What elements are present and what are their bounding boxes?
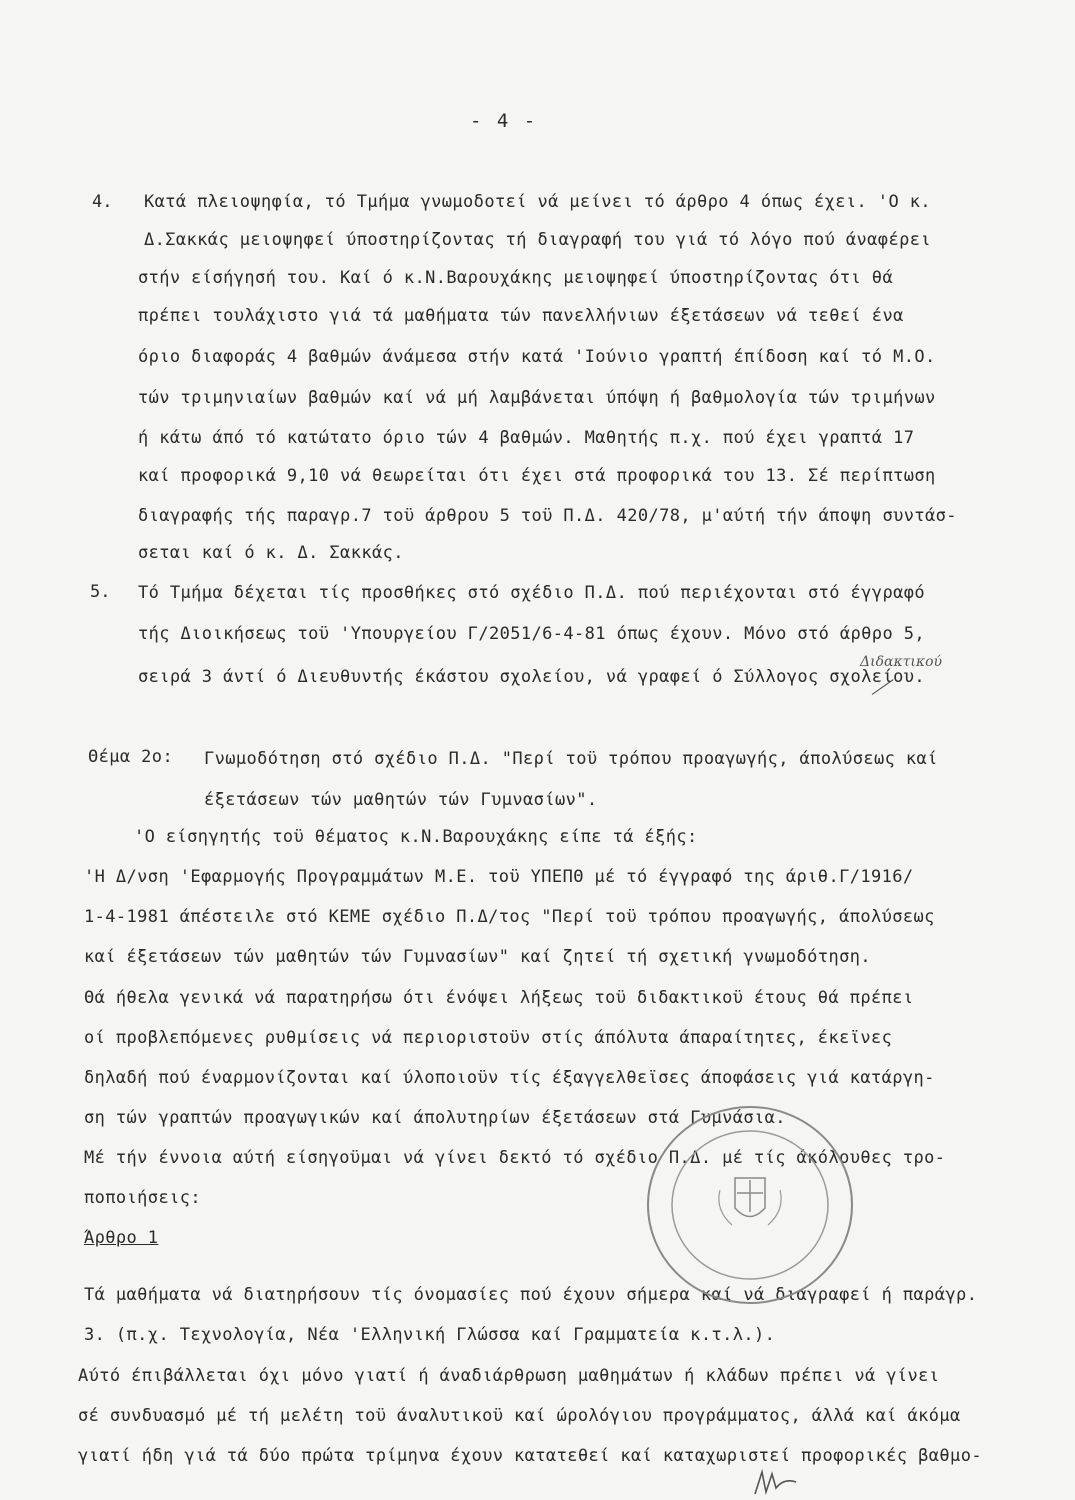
body-line: ποποιήσεις:: [84, 1188, 201, 1208]
item-4-line: πρέπει τουλάχιστο γιά τά μαθήματα τών πανελλήνιων έξετάσεων νά τεθεί ένα: [138, 306, 904, 326]
article-line: σέ συνδυασμό μέ τή μελέτη τοϋ άναλυτικοϋ καί ώρολόγιου προγράμματος, άλλά καί άκόμα: [78, 1406, 961, 1426]
handwritten-correction: Διδακτικού: [860, 654, 943, 670]
subject-line: Γνωμοδότηση στό σχέδιο Π.Δ. "Περί τοϋ τρόπου προαγωγής, άπολύσεως καί: [204, 749, 938, 769]
subject-line: έξετάσεων τών μαθητών τών Γυμνασίων".: [204, 790, 598, 810]
article-heading: Άρθρο 1: [84, 1228, 159, 1248]
item-4-line: ή κάτω άπό τό κατώτατο όριο τών 4 βαθμών. Μαθητής π.χ. πού έχει γραπτά 17: [138, 428, 915, 448]
item-5-line: τής Διοικήσεως τοϋ 'Υπουργείου Γ/2051/6-4-81 όπως έχουν. Μόνο στό άρθρο 5,: [138, 624, 925, 644]
item-4-line: τών τριμηνιαίων βαθμών καί νά μή λαμβάνεται ύπόψη ή βαθμολογία τών τριμήνων: [138, 388, 936, 408]
article-line: γιατί ήδη γιά τά δύο πρώτα τρίμηνα έχουν κατατεθεί καί καταχωριστεί προφορικές βαθμο-: [78, 1446, 982, 1466]
body-line: καί έξετάσεων τών μαθητών τών Γυμνασίων" καί ζητεί τή σχετική γνωμοδότηση.: [84, 947, 871, 967]
body-line: 'Η Δ/νση 'Εφαρμογής Προγραμμάτων Μ.Ε. τοϋ ΥΠΕΠΘ μέ τό έγγραφό της άριθ.Γ/1916/: [84, 867, 914, 887]
item-4-line: Δ.Σακκάς μειοψηφεί ύποστηρίζοντας τή διαγραφή του γιά τό λόγο πού άναφέρει: [144, 230, 931, 250]
item-5-line: Τό Τμήμα δέχεται τίς προσθήκες στό σχέδιο Π.Δ. πού περιέχονται στό έγγραφό: [138, 583, 925, 603]
article-line: Αύτό έπιβάλλεται όχι μόνο γιατί ή άναδιάρθρωση μαθημάτων ή κλάδων πρέπει νά γίνει: [78, 1366, 940, 1386]
item-4-line: στήν είσήγησή του. Καί ό κ.Ν.Βαρουχάκης μειοψηφεί ύποστηρίζοντας ότι θά: [138, 268, 894, 288]
body-line: ση τών γραπτών προαγωγικών καί άπολυτηρίων έξετάσεων στά Γυμνάσια.: [84, 1108, 786, 1128]
body-line: δηλαδή πού έναρμονίζονται καί ύλοποιοϋν τίς έξαγγελθεϊσες άποφάσεις γιά κατάργη-: [84, 1068, 935, 1088]
item-4-line: καί προφορικά 9,10 νά θεωρείται ότι έχει στά προφορικά του 13. Σέ περίπτωση: [138, 466, 936, 486]
item-4-line: όριο διαφοράς 4 βαθμών άνάμεσα στήν κατά 'Ιούνιο γραπτή έπίδοση καί τό Μ.Ο.: [138, 347, 936, 367]
page-number: - 4 -: [470, 110, 538, 132]
item-4-number: 4.: [92, 192, 113, 212]
article-line: 3. (π.χ. Τεχνολογία, Νέα 'Ελληνική Γλώσσα καί Γραμματεία κ.τ.λ.).: [84, 1325, 776, 1345]
body-line: Θά ήθελα γενικά νά παρατηρήσω ότι ένόψει λήξεως τοϋ διδακτικοϋ έτους θά πρέπει: [84, 988, 914, 1008]
item-4-line: διαγραφής τής παραγρ.7 τοϋ άρθρου 5 τοϋ Π.Δ. 420/78, μ'αύτή τήν άποψη συντάσ-: [138, 506, 957, 526]
item-4-line: Κατά πλειοψηφία, τό Τμήμα γνωμοδοτεί νά μείνει τό άρθρο 4 όπως έχει. 'Ο κ.: [144, 192, 931, 212]
body-line: οί προβλεπόμενες ρυθμίσεις νά περιοριστοϋν στίς άπόλυτα άπαραίτητες, έκεϊνες: [84, 1028, 893, 1048]
item-5-line: σειρά 3 άντί ό Διευθυντής έκάστου σχολείου, νά γραφεί ό Σύλλογος σχολείου.: [138, 667, 925, 687]
item-4-line: σεται καί ό κ. Δ. Σακκάς.: [138, 543, 404, 563]
article-line: Τά μαθήματα νά διατηρήσουν τίς όνομασίες πού έχουν σήμερα καί νά διαγραφεί ή παράγρ.: [84, 1285, 978, 1305]
body-line: Μέ τήν έννοια αύτή είσηγοϋμαι νά γίνει δεκτό τό σχέδιο Π.Δ. μέ τίς άκόλουθες τρο-: [84, 1148, 946, 1168]
subject-label: Θέμα 2ο:: [88, 747, 174, 767]
body-line: 1-4-1981 άπέστειλε στό ΚΕΜΕ σχέδιο Π.Δ/τος "Περί τοϋ τρόπου προαγωγής, άπολύσεως: [84, 907, 935, 927]
signature: [750, 1468, 810, 1498]
official-seal: [640, 1100, 860, 1310]
item-5-number: 5.: [90, 582, 111, 602]
body-line: 'Ο είσηγητής τοϋ θέματος κ.Ν.Βαρουχάκης είπε τά έξής:: [134, 827, 698, 847]
